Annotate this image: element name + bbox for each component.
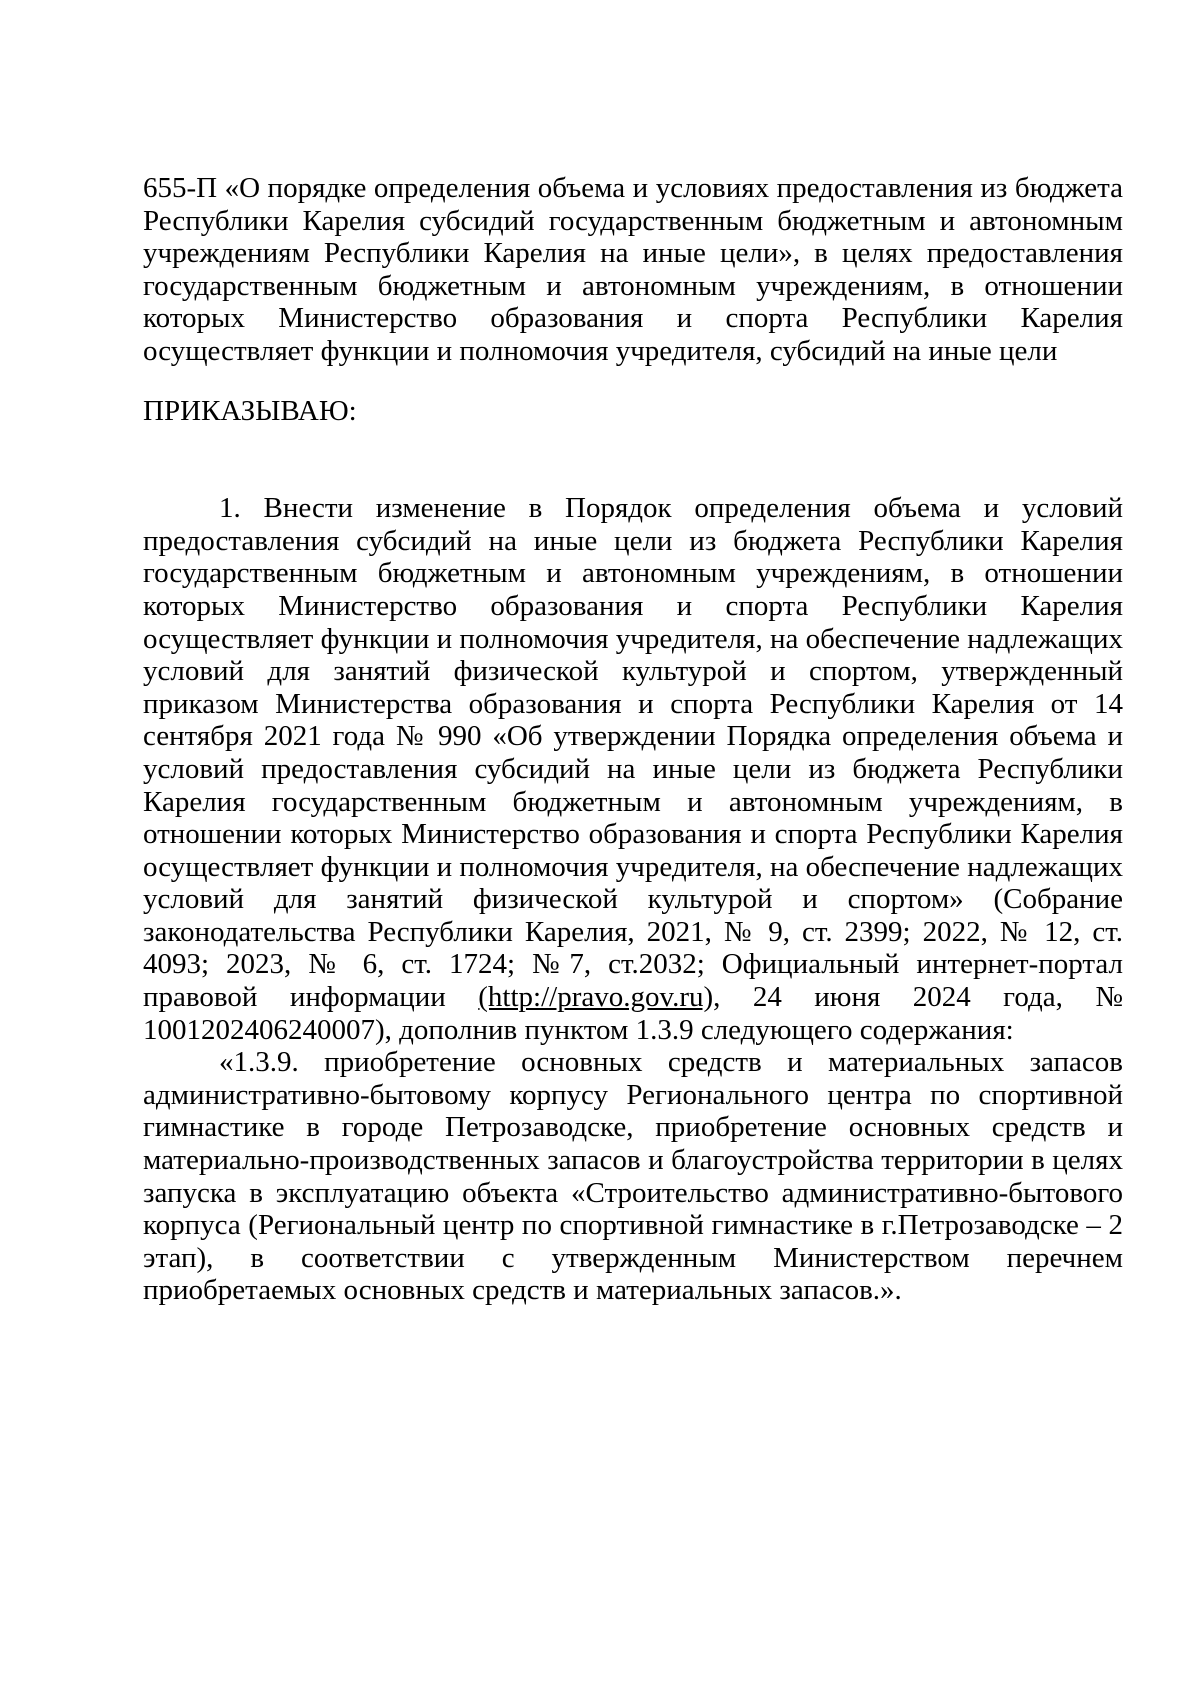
- order-heading: ПРИКАЗЫВАЮ:: [143, 394, 357, 427]
- document-page: [143, 172, 1123, 1307]
- intro-paragraph: 655-П «О порядке определения объема и условиях предоставления из бюджета Республики Карелия субсидий государственным бюджетным и автономным учреждениям Республики Карелия на иные цели», в целях предоставления государственным бюджетным и автономным учреждениям, в отношении которых Министерство образования и спорта Республики Карелия осуществляет функции и полномочия учредителя, субсидий на иные цели: [143, 172, 1123, 367]
- item-1-paragraph: [143, 492, 1123, 1046]
- item-1-quote-paragraph: «1.3.9. приобретение основных средств и материальных запасов административно-бытовому корпусу Регионального центра по спортивной гимнастике в городе Петрозаводске, приобретение основных средств и материально-производственных запасов и благоустройства территории в целях запуска в эксплуатацию объекта «Строительство административно-бытового корпуса (Региональный центр по спортивной гимнастике в г.Петрозаводске – 2 этап), в соответствии с утвержденным Министерством перечнем приобретаемых основных средств и материальных запасов.».: [143, 1046, 1123, 1307]
- item-1-text-start: 1. Внести изменение в Порядок определения объема и условий предоставления субсидий на иные цели из бюджета Республики Карелия государственным бюджетным и автономным учреждениям, в отношении которых Министерство образования и спорта Республики Карелия осуществляет функции и полномочия учредителя, на обеспечение надлежащих условий для занятий физической культурой и спортом, утвержденный приказом Министерства образования и спорта Республики Карелия от 14 сентября 2021 года № 990 «Об утверждении Порядка определения объема и условий предоставления субсидий на иные цели из бюджета Республики Карелия государственным бюджетным и автономным учреждениям, в отношении которых Министерство образования и спорта Республики Карелия осуществляет функции и полномочия учредителя, на обеспечение надлежащих условий для занятий физической культурой и спортом» (Собрание законодательства Республики Карелия, 2021, № 9, ст. 2399; 2022, № 12, ст. 4093; 2023, № 6, ст. 1724; №7, ст.2032; Официальный интернет-портал правовой информации: [143, 492, 1123, 1014]
- pravo-gov-link[interactable]: (http://pravo.gov.ru),: [478, 981, 721, 1014]
- item-1-text-end: 24 июня 2024 года, № 1001202406240007), дополнив пунктом 1.3.9 следующего содержания:: [143, 981, 1123, 1046]
